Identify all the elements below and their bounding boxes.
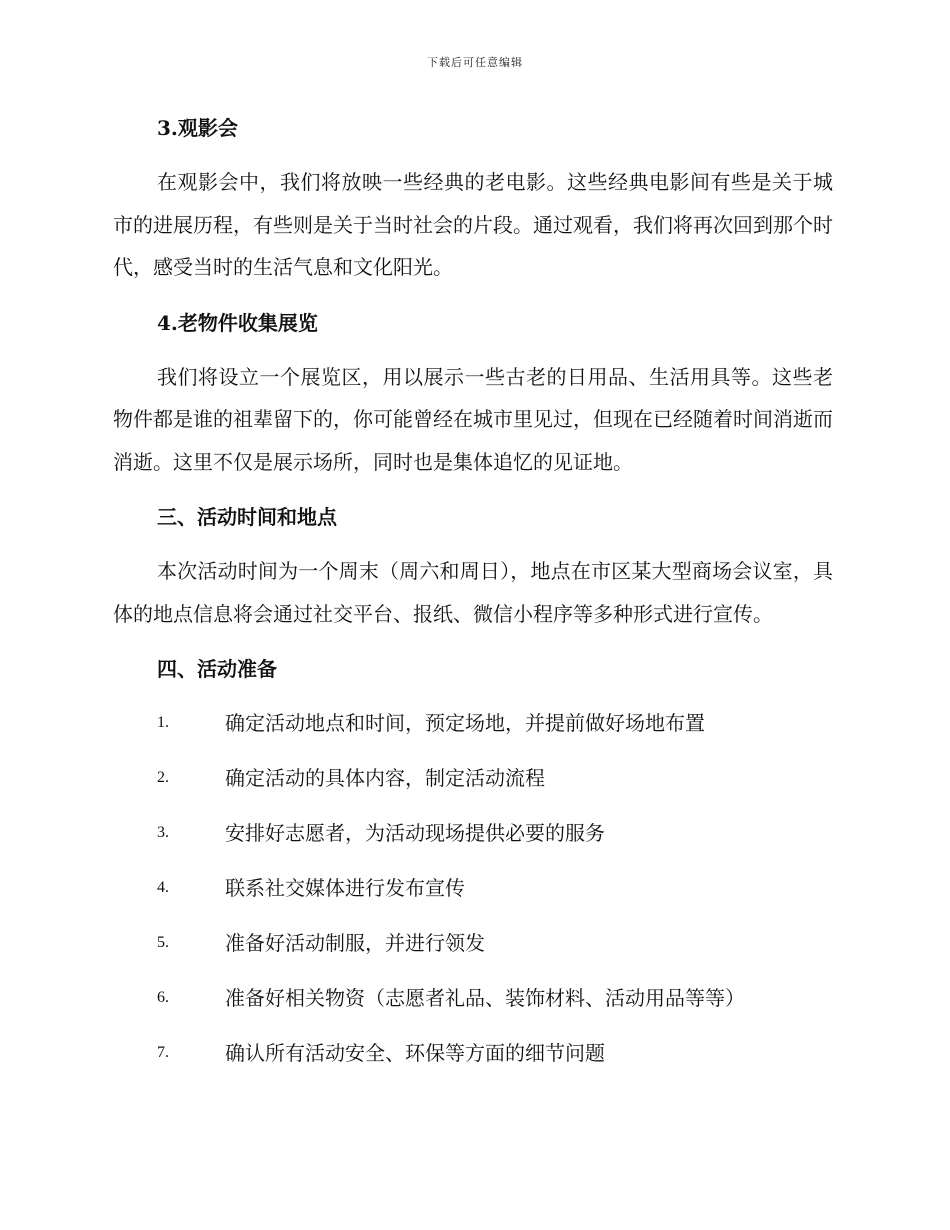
section-body-screening: 在观影会中，我们将放映一些经典的老电影。这些经典电影间有些是关于城市的进展历程，有些则是关于当时社会的片段。通过观看，我们将再次回到那个时代，感受当时的生活气息和文化阳光。: [113, 170, 833, 279]
list-item-number: 5.: [157, 934, 169, 951]
list-item: [113, 758, 833, 813]
list-item-text: 确定活动地点和时间，预定场地，并提前做好场地布置: [225, 711, 705, 735]
list-item-number: 4.: [157, 879, 169, 896]
section-heading-screening: 3.观影会: [157, 116, 238, 140]
section-body-exhibition: 我们将设立一个展览区，用以展示一些古老的日用品、生活用具等。这些老物件都是谁的祖辈留下的，你可能曾经在城市里见过，但现在已经随着时间消逝而消逝。这里不仅是展示场所，同时也是集体追忆的见证地。: [113, 364, 833, 474]
list-item-number: 1.: [157, 714, 169, 731]
list-item-text: 安排好志愿者，为活动现场提供必要的服务: [225, 821, 605, 845]
list-item-text: 确认所有活动安全、环保等方面的细节问题: [225, 1041, 605, 1065]
section-heading-preparation: 四、活动准备: [157, 657, 277, 681]
list-item: [113, 923, 833, 978]
section-body-time-place: 本次活动时间为一个周末（周六和周日），地点在市区某大型商场会议室，具体的地点信息将会通过社交平台、报纸、微信小程序等多种形式进行宣传。: [113, 559, 833, 626]
list-item-text: 联系社交媒体进行发布宣传: [225, 876, 465, 900]
list-item: [113, 703, 833, 758]
list-item: [113, 1033, 833, 1088]
list-item-number: 6.: [157, 989, 169, 1006]
header-note: 下载后可任意编辑: [427, 56, 523, 69]
list-item: [113, 813, 833, 868]
list-item-number: 3.: [157, 824, 169, 841]
preparation-list: [113, 703, 833, 1088]
list-item: [113, 868, 833, 923]
list-item: [113, 978, 833, 1033]
list-item-number: 7.: [157, 1044, 169, 1061]
list-item-text: 准备好相关物资（志愿者礼品、装饰材料、活动用品等等）: [225, 986, 745, 1010]
document-content: [113, 108, 833, 1088]
list-item-text: 准备好活动制服，并进行领发: [225, 931, 485, 955]
list-item-text: 确定活动的具体内容，制定活动流程: [225, 766, 545, 790]
section-heading-exhibition: 4.老物件收集展览: [157, 310, 318, 335]
list-item-number: 2.: [157, 769, 169, 786]
section-heading-time-place: 三、活动时间和地点: [157, 505, 337, 529]
